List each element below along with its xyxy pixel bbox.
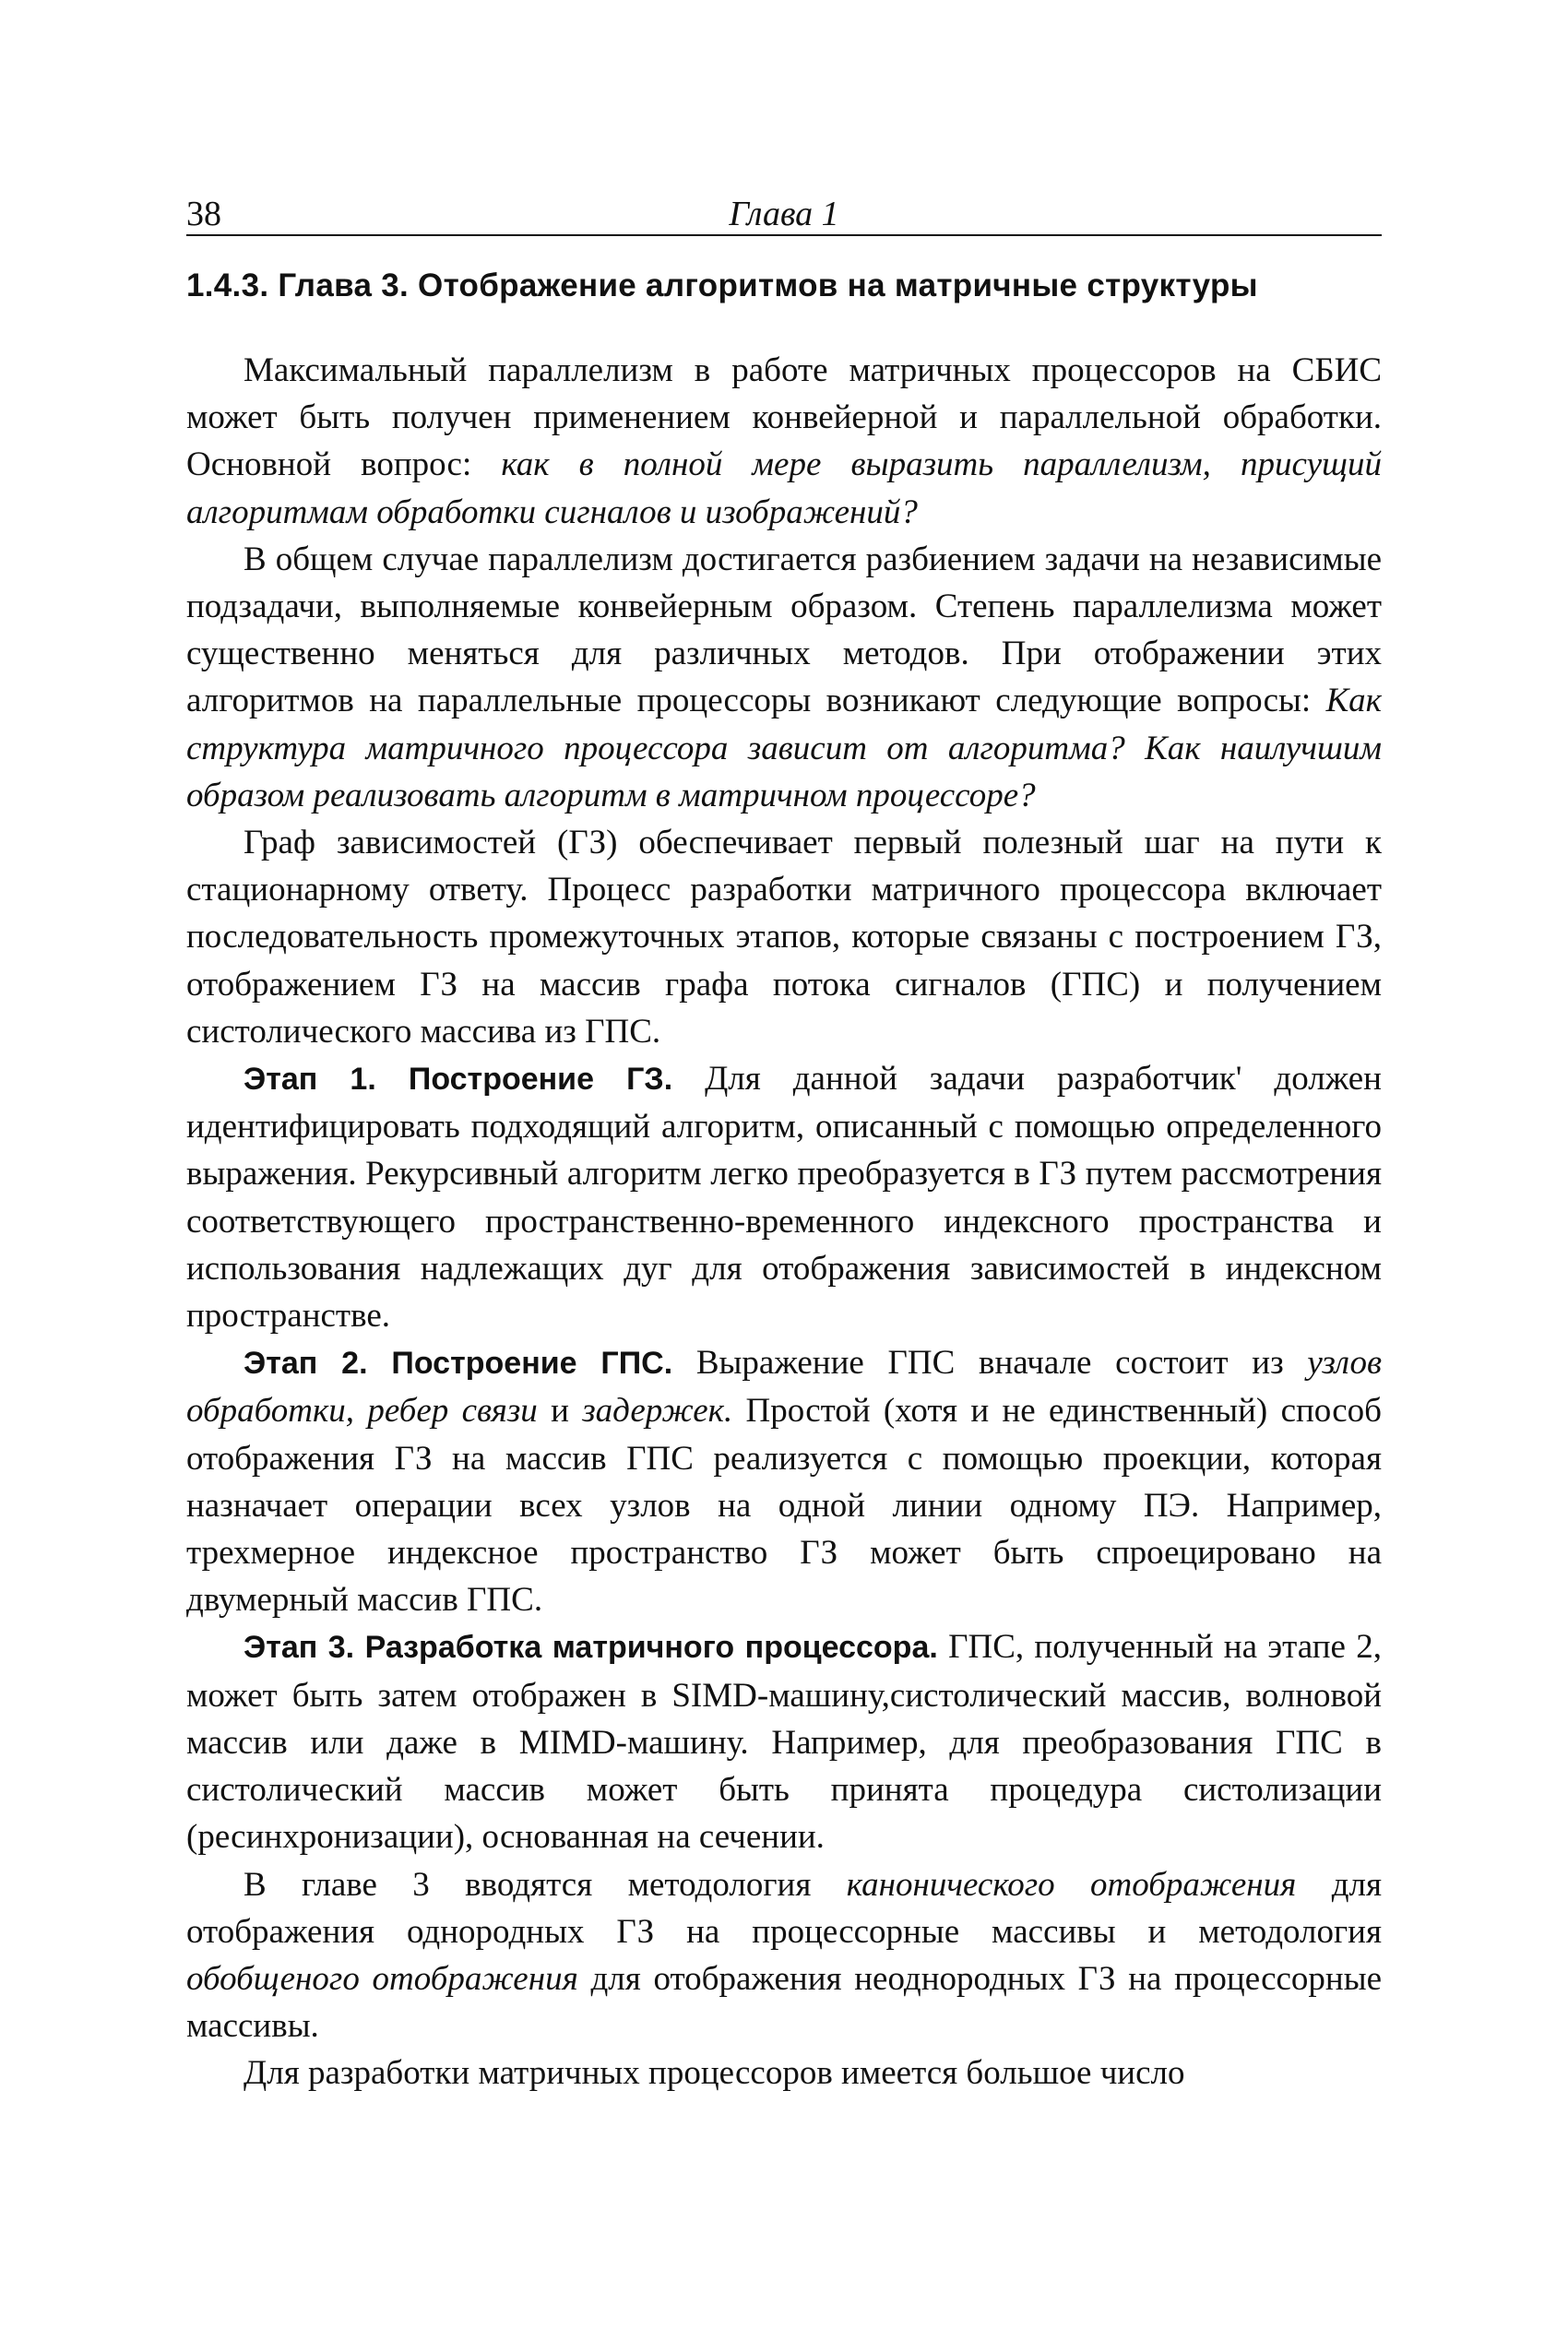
paragraph-text: В главе 3 вводятся методология <box>244 1865 847 1904</box>
paragraph-text: для отображения неоднородных ГЗ на процессорные массивы. <box>186 1959 1383 2046</box>
paragraph <box>186 1623 1382 1860</box>
paragraph-text: Выражение ГПС вначале состоит из <box>672 1344 1308 1383</box>
section-heading: 1.4.3. Глава 3. Отображение алгоритмов на матричные структуры <box>186 267 1258 303</box>
stage-lead: Этап 2. Построение ГПС. <box>244 1346 673 1382</box>
paragraph-text: Граф зависимостей (ГЗ) обеспечивает первый полезный шаг на пути к стационарному ответу. Процесс разработки матричного процессора включает последовательность промежуточных этапов, которые связаны с построением ГЗ, отображением ГЗ на массив графа потока сигналов (ГПС) и получением систолического массива из ГПС. <box>186 824 1382 1051</box>
page-number: 38 <box>186 195 221 233</box>
paragraph <box>186 536 1382 819</box>
stage-lead: Этап 1. Построение ГЗ. <box>244 1062 673 1098</box>
chapter-title: Глава 1 <box>729 195 839 233</box>
paragraph-text: ГПС, полученный на этапе 2, может быть затем отображен в SIMD-машину,систолический массив, волновой массив или даже в MIMD-машину. Например, для преобразования ГПС в систолический массив может быть принята процедура систолизации (ресинхронизации), основанная на сечении. <box>186 1628 1382 1857</box>
emphasized-text: как в полной мере выразить параллелизм, присущий алгоритмам обработки сигналов и изображений? <box>186 445 1382 531</box>
paragraph-text: Простой (хотя и не единственный) способ отображения ГЗ на массив ГПС реализуется с помощью проекции, которая назначает операции всех узлов на одной линии одному ПЭ. Например, трехмерное индексное пространство ГЗ может быть спроецировано на двумерный массив ГПС. <box>186 1392 1382 1620</box>
paragraph-text: В общем случае параллелизм достигается разбиением задачи на независимые подзадачи, выполняемые конвейерным образом. Степень параллелизма может существенно меняться для различных методов. При отображении этих алгоритмов на параллельные процессоры возникают следующие вопросы: <box>186 540 1382 720</box>
emphasized-text: обобщеного отображения <box>186 1959 578 1998</box>
paragraph <box>186 1339 1382 1623</box>
paragraph <box>186 819 1382 1055</box>
book-page <box>186 194 1382 2097</box>
paragraph <box>186 2049 1382 2097</box>
emphasized-text: канонического отображения <box>846 1865 1297 1904</box>
paragraph-text: Для данной задачи разработчик' должен идентифицировать подходящий алгоритм, описанный с помощью определенного выражения. Рекурсивный алгоритм легко преобразуется в ГЗ путем рассмотрения соответствующего пространственно-временного индексного пространства и использования надлежащих дуг для отображения зависимостей в индексном пространстве. <box>186 1060 1382 1336</box>
emphasized-text: Как структура матричного процессора зависит от алгоритма? Как наилучшим образом реализовать алгоритм в матричном процессоре? <box>186 682 1382 814</box>
paragraph-text: Максимальный параллелизм в работе матричных процессоров на СБИС может быть получен применением конвейерной и параллельной обработки. Основной вопрос: <box>186 351 1382 484</box>
emphasized-text: узлов обработки, ребер связи <box>186 1344 1383 1431</box>
body-text <box>186 347 1382 2097</box>
paragraph <box>186 1055 1382 1339</box>
paragraph <box>186 347 1382 536</box>
running-head <box>186 194 1382 236</box>
paragraph <box>186 1861 1382 2050</box>
paragraph-text: и <box>537 1392 583 1431</box>
emphasized-text: задержек. <box>582 1392 733 1431</box>
stage-lead: Этап 3. Разработка матричного процессора. <box>244 1630 938 1666</box>
paragraph-text: для отображения однородных ГЗ на процессорные массивы и методология <box>186 1865 1383 1951</box>
paragraph-text: Для разработки матричных процессоров имеется большое число <box>244 2054 1185 2093</box>
